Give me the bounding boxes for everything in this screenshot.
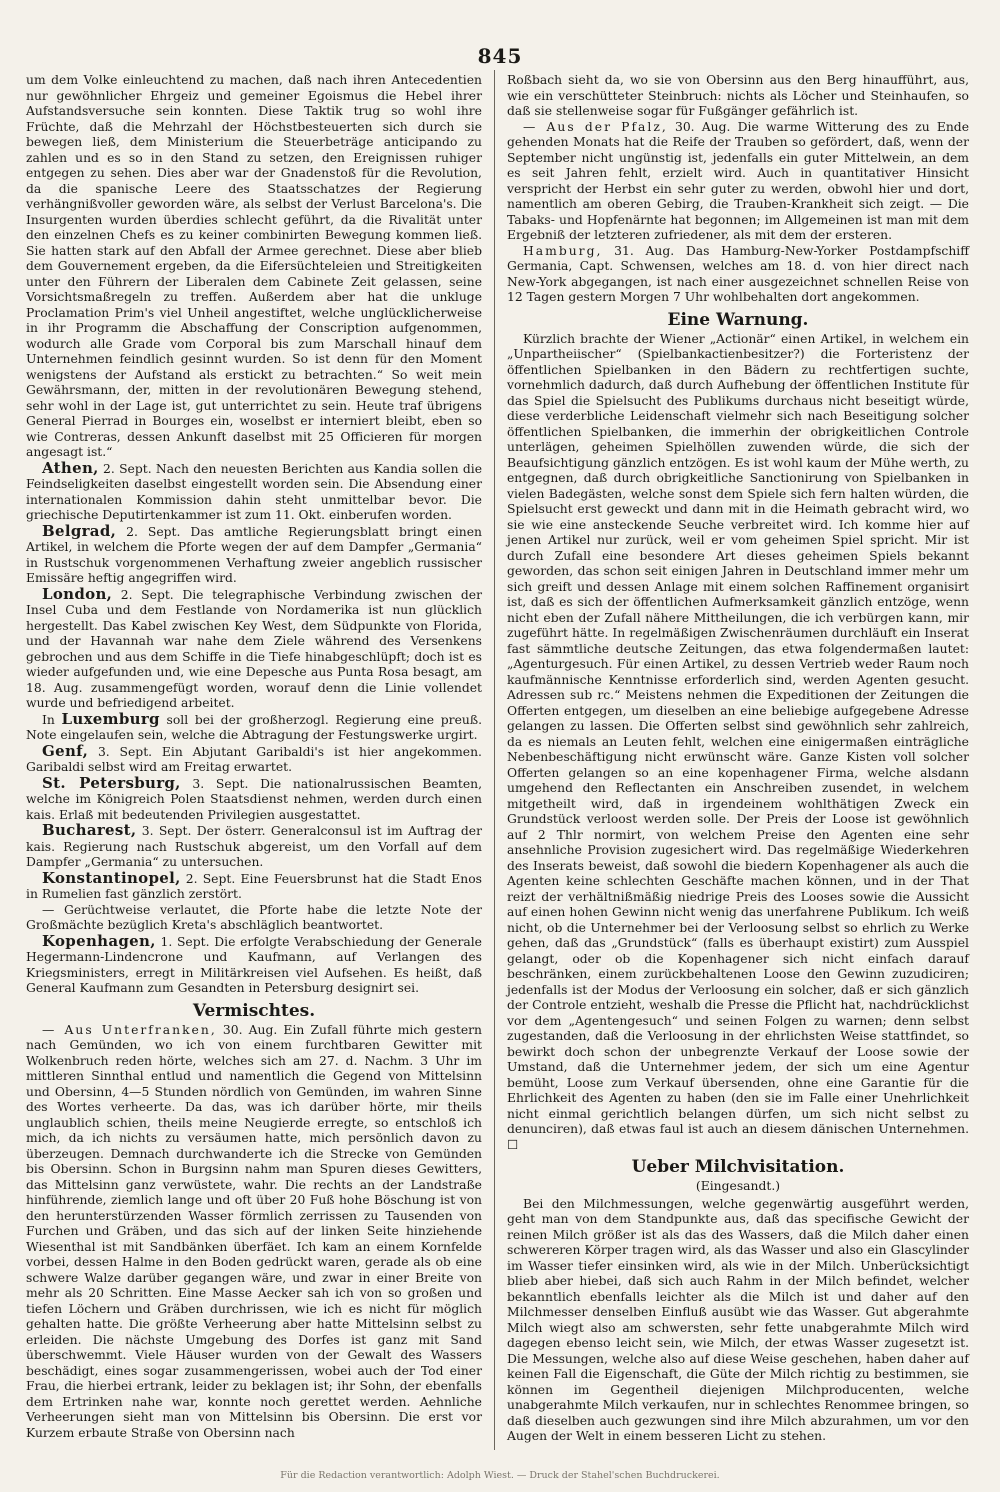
news-text-konstantinopel: 2. Sept. Eine Feuersbrunst hat die Stadt Enos in Rumelien fast gänzlich zerstört. (26, 871, 482, 901)
dateline-luxemburg: Luxemburg (61, 709, 160, 728)
news-item-pfalz (507, 120, 969, 244)
news-item-geruecht: — Gerüchtweise verlautet, die Pforte habe die letzte Note der Großmächte bezüglich Kreta's abschläglich beantwortet. (26, 902, 482, 932)
news-item-hamburg (507, 244, 969, 306)
dateline-athen: Athen, (42, 458, 99, 477)
news-item-athen (26, 458, 482, 524)
news-item-genf (26, 741, 482, 776)
dateline-konstantinopel: Konstantinopel, (42, 868, 181, 887)
news-text-kopenhagen: 1. Sept. Die erfolgte Verabschiedung der Generale Hegermann-Lindencrone und Kaufmann, auf Verlangen des Kriegsministers, erregt in Militärkreisen viel Aufsehen. Es heißt, daß General Kaufmann zum Gesandten in Petersburg designirt sei. (26, 934, 482, 995)
news-item-bucharest (26, 823, 482, 871)
article-milchvisitation: Bei den Milchmessungen, welche gegenwärtig ausgeführt werden, geht man von dem Standpunkte aus, daß das specifische Gewicht der reinen Milch größer ist als das des Wassers, daß die Milch daher einen schwereren Körper tragen wird, als das Wasser und also ein Glascylinder im Wasser tiefer einsinken wird, als wie in der Milch. Unberücksichtigt blieb aber hiebei, daß sich auch Rahm in der Milch befindet, welcher bekanntlich ebenfalls leichter als die Milch ist und daher auf den Milchmesser denselben Einfluß ausübt wie das Wasser. Gut abgerahmte Milch wiegt also am schwersten, sehr fette unabgerahmte Milch wird dagegen ebenso leicht sein, wie Milch, der etwas Wasser zugesetzt ist. Die Messungen, welche also auf diese Weise geschehen, haben daher auf keinen Fall die Eigenschaft, die Güte der Milch richtig zu bestimmen, sie können im Gegentheil diejenigen Milchproducenten, welche unabgerahmte Milch verkaufen, nur in schlechtes Renommee bringen, so daß dieselben auch gezwungen sind ihre Milch abzurahmen, um vor den Augen der Welt in einem besseren Licht zu stehen. (507, 1196, 969, 1443)
dateline-petersburg: St. Petersburg, (42, 773, 181, 792)
section-heading-milchvisitation: Ueber Milchvisitation. (631, 1157, 845, 1177)
section-heading-warnung: Eine Warnung. (667, 309, 809, 330)
page-number: 845 (477, 44, 523, 68)
dateline-belgrad: Belgrad, (42, 521, 117, 540)
section-heading-vermischtes: Vermischtes. (192, 1000, 316, 1021)
news-text-london: 2. Sept. Die telegraphische Verbindung zwischen der Insel Cuba und dem Festlande von Nordamerika ist nun glücklich hergestellt. Das Kabel zwischen Key West, dem Südpunkte von Florida, und der Havannah war nahe dem Ziele während des Versenkens gebrochen und aus dem Schiffe in die Tiefe hinabgeschlüpft; doch ist es wieder aufgefunden und, wie eine Depesche aus Punta Rosa besagt, am 18. Aug. zusammengefügt worden, worauf denn die Linie vollendet wurde und befriedigend arbeitet. (26, 587, 482, 710)
dateline-unterfranken: — Aus Unterfranken, (42, 1022, 217, 1037)
news-text-unterfranken: 30. Aug. Ein Zufall führte mich gestern nach Gemünden, wo ich von einem furchtbaren Gewitter mit Wolkenbruch reden hörte, welches sich am 27. d. Nachm. 3 Uhr im mittleren Sinnthal entlud und namentlich die Gegend von Mittelsinn und Obersinn, 4—5 Stunden nördlich von Gemünden, im wahren Sinne des Wortes verheerte. Da das, was ich darüber hörte, mir theils unglaublich schien, theils meine Neugierde erregte, so entschloß ich mich, da ich nichts zu versäumen hatte, mich persönlich davon zu überzeugen. Demnach durchwanderte ich die Strecke von Gemünden bis Obersinn. Schon in Burgsinn nahm man Spuren dieses Gewitters, das Mittelsinn ganz verwüstete, wahr. Die rechts an der Landstraße hinführende, ziemlich lange und oft über 20 Fuß hohe Böschung ist von den herunterstürzenden Wasser förmlich zerrissen zu Tausenden von Furchen und Gräben, und das sich auf der linken Seite hinziehende Wiesenthal ist mit Sandbänken überfäet. Ich kam an einem Kornfelde vorbei, dessen Halme in den Boden gedrückt waren, gerade als ob eine schwere Walze darüber gegangen wäre, und zwar in einer Breite von mehr als 20 Schritten. Eine Masse Aecker sah ich von so großen und tiefen Löchern und Gräben durchrissen, wie ich es nicht für möglich gehalten hatte. Die größte Verheerung aber hatte Mittelsinn selbst zu erleiden. Die nächste Umgebung des Dorfes ist ganz mit Sand überschwemmt. Viele Häuser wurden von der Gewalt des Wassers beschädigt, eines sogar zusammengerissen, wobei auch der Tod einer Frau, die hierbei ertrank, leider zu beklagen ist; ihr Sohn, der ebenfalls dem Ertrinken nahe war, konnte noch gerettet werden. Aehnliche Verheerungen sieht man von Mittelsinn bis Obersinn. Die erst vor Kurzem erbaute Straße von Obersinn nach (26, 1022, 482, 1440)
article-spain-continuation: um dem Volke einleuchtend zu machen, daß nach ihren Antecedentien nur gewöhnlicher Ehrgeiz und gemeiner Egoismus die Hebel ihrer Aufstandsversuche sein konnten. Diese Taktik trug so wohl ihre Früchte, daß die Mehrzahl der Höchstbesteuerten sich durch sie bewegen ließ, dem Ministerium die Steuerbeträge anticipando zu zahlen und es so in den Stand zu setzen, den Ereignissen ruhiger entgegen zu sehen. Dies aber war der Gnadenstoß für die Revolution, da die spanische Leere des Staatsschatzes der Regierung verhängnißvoller geworden wäre, als selbst der Verlust Barcelona's. Die Insurgenten wurden überdies schlecht geführt, da die Rivalität unter den einzelnen Chefs es zu keiner combinirten Bewegung kommen ließ. Sie hatten stark auf den Abfall der Armee gerechnet. Diese aber blieb dem Gouvernement ergeben, da die Eifersüchteleien und Streitigkeiten unter den Führern der Liberalen dem Cabinete Zeit gelassen, seine Vorsichtsmaßregeln zu treffen. Außerdem aber hat die unkluge Proclamation Prim's viel Unheil angestiftet, welche unglücklicherweise in ihr Programm die Abschaffung der Conscription aufgenommen, wodurch alle Grade vom Corporal bis zum Marschall hinauf dem Unternehmen feindlich gesinnt wurden. So ist denn für den Moment wenigstens der Aufstand als erstickt zu betrachten.“ So weit mein Gewährsmann, der, mitten in der revolutionären Bewegung stehend, sehr wohl in der Lage ist, gut unterrichtet zu sein. Heute traf übrigens General Pierrad in Bourges ein, woselbst er interniert bleibt, eben so wie Contreras, dessen Ankunft daselbst mit 25 Officieren für morgen angesagt ist.“ (26, 73, 482, 459)
right-column (507, 73, 969, 1445)
dateline-kopenhagen: Kopenhagen, (42, 931, 156, 950)
column-divider (494, 70, 495, 1450)
news-text-athen: 2. Sept. Nach den neuesten Berichten aus Kandia sollen die Feindseligkeiten daselbst eingestellt worden sein. Die Absendung einer internationalen Kommission dahin steht unmittelbar bevor. Die griechische Deputirtenkammer ist zum 11. Okt. einberufen worden. (26, 461, 482, 522)
subheading-eingesandt: (Eingesandt.) (695, 1179, 781, 1193)
news-text-bucharest: 3. Sept. Der österr. Generalconsul ist im Auftrag der kais. Regierung nach Rustschuk abgereist, um den Vorfall auf dem Dampfer „Germania“ zu untersuchen. (26, 824, 482, 869)
dateline-hamburg: Hamburg, (523, 243, 603, 258)
news-item-belgrad (26, 521, 482, 587)
news-text-unterfranken-continuation: Roßbach sieht da, wo sie von Obersinn aus den Berg hinaufführt, aus, wie ein verschütteter Steinbruch: nichts als Löcher und Steinhaufen, so daß sie stellenweise sogar für Fußgänger gefährlich ist. (507, 73, 969, 118)
news-item-luxemburg (26, 709, 482, 744)
news-text-pfalz: 30. Aug. Die warme Witterung des zu Ende gehenden Monats hat die Reife der Trauben so gefördert, daß, wenn der September nicht ungünstig ist, jedenfalls ein guter Mittelwein, an dem es seit Jahren fehlt, erzielt wird. Auch in quantitativer Hinsicht verspricht der Herbst ein sehr guter zu werden, obwohl hier und dort, namentlich am oberen Gebirg, die Trauben-Krankheit sich zeigt. — Die Tabaks- und Hopfenärnte hat begonnen; im Allgemeinen ist man mit dem Ergebniß der letzteren zufriedener, als mit dem der ersteren. (507, 119, 969, 242)
news-item-petersburg (26, 773, 483, 824)
dateline-bucharest: Bucharest, (42, 821, 137, 839)
news-text-hamburg: 31. Aug. Das Hamburg-New-Yorker Postdampfschiff Germania, Capt. Schwensen, welches am 18. d. von hier direct nach New-York abgegangen, ist nach einer ausgezeichnet schnellen Reise von 12 Tagen gestern Morgen 7 Uhr wohlbehalten dort angekommen. (507, 243, 969, 304)
news-text-genf: 3. Sept. Ein Abjutant Garibaldi's ist hier angekommen. Garibaldi selbst wird am Freitag erwartet. (26, 744, 482, 774)
news-text-petersburg: 3. Sept. Die nationalrussischen Beamten, welche im Königreich Polen Staatsdienst nehmen, werden durch einen kais. Erlaß mit bedeutenden Privilegien ausgestattet. (26, 776, 483, 822)
dateline-pfalz: — Aus der Pfalz, (523, 119, 668, 134)
dateline-london: London, (42, 584, 113, 603)
news-item-konstantinopel (26, 868, 482, 903)
news-item-london (26, 584, 482, 712)
article-warnung: Kürzlich brachte der Wiener „Actionär“ einen Artikel, in welchem ein „Unpartheiischer“ (Spielbankactienbesitzer?) die Forteristenz der öffentlichen Spielbanken in den Bädern zu rechtfertigen suchte, vornehmlich dadurch, daß durch Aufhebung der öffentlichen Institute für das Spiel die Spielsucht des Publikums durchaus nicht beseitigt würde, diese verderbliche Leidenschaft vielmehr sich nach Beseitigung solcher öffentlichen Spielbanken, die immerhin der obrigkeitlichen Controle unterlägen, geheimen Spielhöllen zuwenden würde, die sich der Beaufsichtigung gänzlich entzögen. Es ist wohl kaum der Mühe werth, zu entgegnen, daß durch obrigkeitliche Sanctionirung von Spielbanken in vielen Badegästen, welche sonst dem Spiele sich fern halten würden, die Spielsucht erst geweckt und dann mit in die Heimath gebracht wird, wo sie wie eine ansteckende Seuche verbreitet wird. Ich komme hier auf jenen Artikel nur zurück, weil er vom geheimen Spiel spricht. Mir ist durch Zufall eine besondere Art dieses geheimen Spiels bekannt geworden, das schon seit einigen Jahren in Deutschland immer mehr um sich greift und dessen Anlage mit einem solchen Raffinement organisirt ist, daß es sich der öffentlichen Aufmerksamkeit gänzlich entzöge, wenn nicht eben der Zufall nähere Mittheilungen, die ich verbürgen kann, mir zugeführt hätte. In regelmäßigen Zwischenräumen durchläuft ein Inserat fast sämmtliche deutsche Zeitungen, das etwa folgendermaßen lautet: „Agenturgesuch. Für einen Artikel, zu dessen Vertrieb weder Raum noch kaufmännische Kenntnisse erforderlich sind, werden Agenten gesucht. Adressen sub rc.“ Meistens nehmen die Expeditionen der Zeitungen die Offerten entgegen, um dieselben an eine beliebige aufgegebene Adresse gelangen zu lassen. Die Offerten selbst sind gewöhnlich sehr zahlreich, da es niemals an Leuten fehlt, welchen eine einigermaßen einträgliche Nebenbeschäftigung nicht erwünscht wäre. Ganze Kisten voll solcher Offerten gelangen so an eine kopenhagener Firma, welche alsdann umgehend den Reflectanten ein Anschreiben zusendet, in welchem mitgetheilt wird, daß in irgendeinem wohlthätigen Zweck ein Grundstück verloost werden solle. Der Preis der Loose ist gewöhnlich auf 2 Thlr normirt, von welchem Preise den Agenten eine sehr ansehnliche Provision zugesichert wird. Das regelmäßige Wiederkehren des Inserats beweist, daß sowohl die biedern Kopenhagener als auch die Agenten keine schlechten Geschäfte machen können, und in der That reizt der verhältnißmäßig niedrige Preis des Looses sowie die Aussicht auf einen hohen Gewinn nicht wenig das unerfahrene Publikum. Ich weiß nicht, ob die Unternehmer bei der Verloosung selbst so ehrlich zu Werke gehen, daß das „Grundstück“ (falls es überhaupt existirt) zum Ausspiel gelangt, oder ob die Kopenhagener sich nicht einfach darauf beschränken, einem zurückbehaltenen Loose den Gewinn zuzudiciren; jedenfalls ist der Modus der Verloosung ein solcher, daß er sich gänzlich der Controle entzieht, weshalb die Presse die Pflicht hat, nachdrücklichst vor dem „Agentengesuch“ und seinen Folgen zu warnen; denn selbst zugestanden, daß die Verloosung in der ehrlichsten Weise stattfindet, so bewirkt doch schon der unbegrenzte Verkauf der Loose sowie der Umstand, daß die Unternehmer jedem, der sich um eine Agentur bemüht, Loose zum Verkauf übersenden, ohne eine Garantie für die Ehrlichkeit des Agenten zu haben (den sie im Falle einer Unehrlichkeit nicht einmal gerichtlich belangen dürfen, um sich nicht selbst zu denunciren), daß etwas faul ist auch an diesem dänischen Unternehmen. ☐ (507, 331, 969, 1152)
dateline-genf: Genf, (42, 741, 89, 760)
page-footer: Für die Redaction verantwortlich: Adolph Wiest. — Druck der Stahel'schen Buchdruckerei. (280, 1470, 720, 1481)
left-column (26, 73, 482, 1441)
news-item-kopenhagen (26, 931, 482, 997)
news-text-luxemburg: soll bei der großherzogl. Regierung eine preuß. Note eingelaufen sein, welche die Abtragung der Festungswerke urgirt. (26, 712, 482, 742)
news-item-unterfranken (26, 1023, 482, 1442)
news-text-belgrad: 2. Sept. Das amtliche Regierungsblatt bringt einen Artikel, in welchem die Pforte wegen der auf dem Dampfer „Germania“ in Rustschuk vorgenommenen Verhaftung zweier angeblich russischer Emissäre heftig angegriffen wird. (26, 524, 482, 585)
luxemburg-prefix: In (42, 712, 55, 727)
